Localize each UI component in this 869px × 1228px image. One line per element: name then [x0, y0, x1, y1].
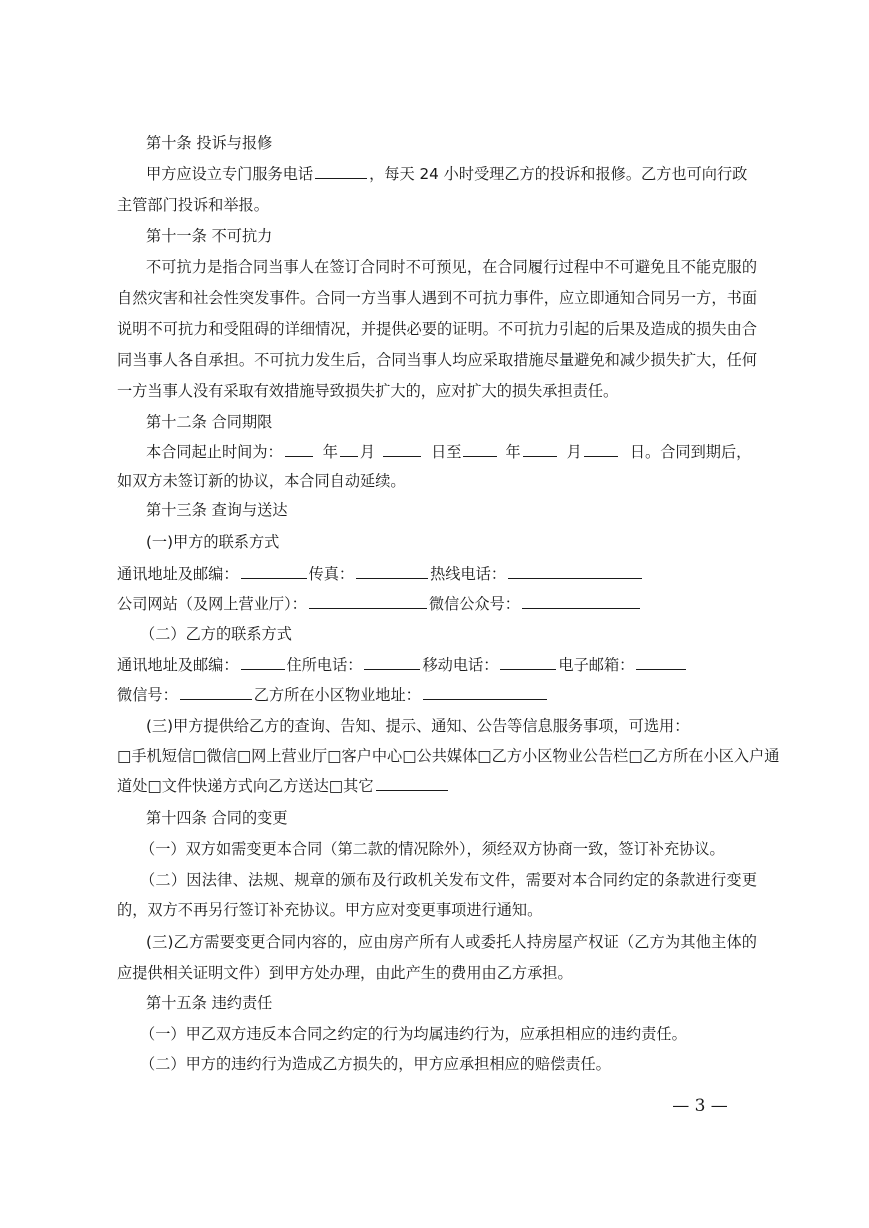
page-number: — 3 —	[672, 1096, 728, 1116]
start-year-blank[interactable]	[285, 442, 313, 457]
other-method-field[interactable]	[376, 776, 448, 791]
party-b-home-phone-field[interactable]	[364, 655, 420, 670]
article-10-line-1: 甲方应设立专门服务电话 ，每天 24 小时受理乙方的投诉和报修。乙方也可向行政	[146, 165, 748, 183]
service-phone-blank[interactable]	[315, 164, 367, 179]
article-13-section-1: (一)甲方的联系方式	[146, 533, 280, 551]
article-14-para-3-line-2: 应提供相关证明文件）到甲方处办理，由此产生的费用由乙方承担。	[117, 964, 573, 982]
article-10-line-2: 主管部门投诉和举报。	[117, 196, 269, 214]
article-15-para-2: （二）甲方的违约行为造成乙方损失的，甲方应承担相应的赔偿责任。	[140, 1055, 611, 1073]
article-11-line-4: 同当事人各自承担。不可抗力发生后，合同当事人均应采取措施尽量避免和减少损失扩大，任何	[117, 351, 757, 369]
end-month-blank[interactable]	[523, 442, 557, 457]
article-11-line-3: 说明不可抗力和受阻碍的详细情况，并提供必要的证明。不可抗力引起的后果及造成的损失由合	[117, 320, 757, 338]
article-12-line-2: 如双方未签订新的协议，本合同自动延续。	[117, 472, 406, 490]
article-15-para-1: （一）甲乙双方违反本合同之约定的行为均属违约行为，应承担相应的违约责任。	[140, 1025, 687, 1043]
party-a-address-field[interactable]	[241, 564, 307, 579]
notification-options-line-2: 道处□文件快递方式向乙方送达□其它	[117, 776, 757, 796]
article-14-para-3-line-1: (三)乙方需要变更合同内容的，应由房产所有人或委托人持房屋产权证（乙方为其他主体的	[146, 933, 757, 951]
party-b-email-field[interactable]	[636, 655, 686, 670]
article-11-title: 第十一条 不可抗力	[146, 227, 273, 245]
article-14-title: 第十四条 合同的变更	[146, 809, 288, 827]
party-b-contact-line-2: 微信号： 乙方所在小区物业地址：	[117, 685, 757, 705]
party-a-fax-field[interactable]	[356, 564, 428, 579]
article-14-para-1: （一）双方如需变更本合同（第二款的情况除外），须经双方协商一致，签订补充协议。	[140, 840, 725, 858]
party-b-contact-line-1: 通讯地址及邮编： 住所电话： 移动电话： 电子邮箱：	[117, 655, 757, 675]
article-14-para-2-line-1: （二）因法律、法规、规章的颁布及行政机关发布文件，需要对本合同约定的条款进行变更	[140, 871, 757, 889]
party-a-contact-line-2: 公司网站（及网上营业厅）： 微信公众号：	[117, 594, 757, 614]
article-13-section-3: (三)甲方提供给乙方的查询、告知、提示、通知、公告等信息服务事项，可选用：	[146, 717, 690, 735]
article-11-line-1: 不可抗力是指合同当事人在签订合同时不可预见，在合同履行过程中不可避免且不能克服的	[146, 258, 757, 276]
article-10-title: 第十条 投诉与报修	[146, 134, 273, 152]
party-a-website-field[interactable]	[309, 594, 427, 609]
article-13-section-2: （二）乙方的联系方式	[140, 625, 292, 643]
start-month-blank[interactable]	[340, 442, 358, 457]
party-b-address-field[interactable]	[241, 655, 285, 670]
party-a-wechat-field[interactable]	[522, 594, 640, 609]
party-b-mobile-field[interactable]	[500, 655, 556, 670]
article-12-line-1: 本合同起止时间为： 年 月 日至 年 月 日。合同到期后，	[146, 443, 752, 461]
party-a-contact-line-1: 通讯地址及邮编： 传真： 热线电话：	[117, 564, 757, 584]
party-b-wechat-field[interactable]	[180, 685, 252, 700]
party-b-property-address-field[interactable]	[423, 685, 547, 700]
article-14-para-2-line-2: 的，双方不再另行签订补充协议。甲方应对变更事项进行通知。	[117, 901, 543, 919]
article-15-title: 第十五条 违约责任	[146, 994, 273, 1012]
start-day-blank[interactable]	[383, 442, 421, 457]
article-11-line-5: 一方当事人没有采取有效措施导致损失扩大的，应对扩大的损失承担责任。	[117, 382, 619, 400]
article-12-title: 第十二条 合同期限	[146, 413, 273, 431]
notification-options-line-1[interactable]: □手机短信□微信□网上营业厅□客户中心□公共媒体□乙方小区物业公告栏□乙方所在小区入户通	[117, 747, 780, 765]
article-11-line-2: 自然灾害和社会性突发事件。合同一方当事人遇到不可抗力事件，应立即通知合同另一方，书面	[117, 289, 757, 307]
party-a-hotline-field[interactable]	[508, 564, 642, 579]
end-day-blank[interactable]	[584, 442, 618, 457]
end-year-blank[interactable]	[463, 442, 497, 457]
article-13-title: 第十三条 查询与送达	[146, 501, 288, 519]
